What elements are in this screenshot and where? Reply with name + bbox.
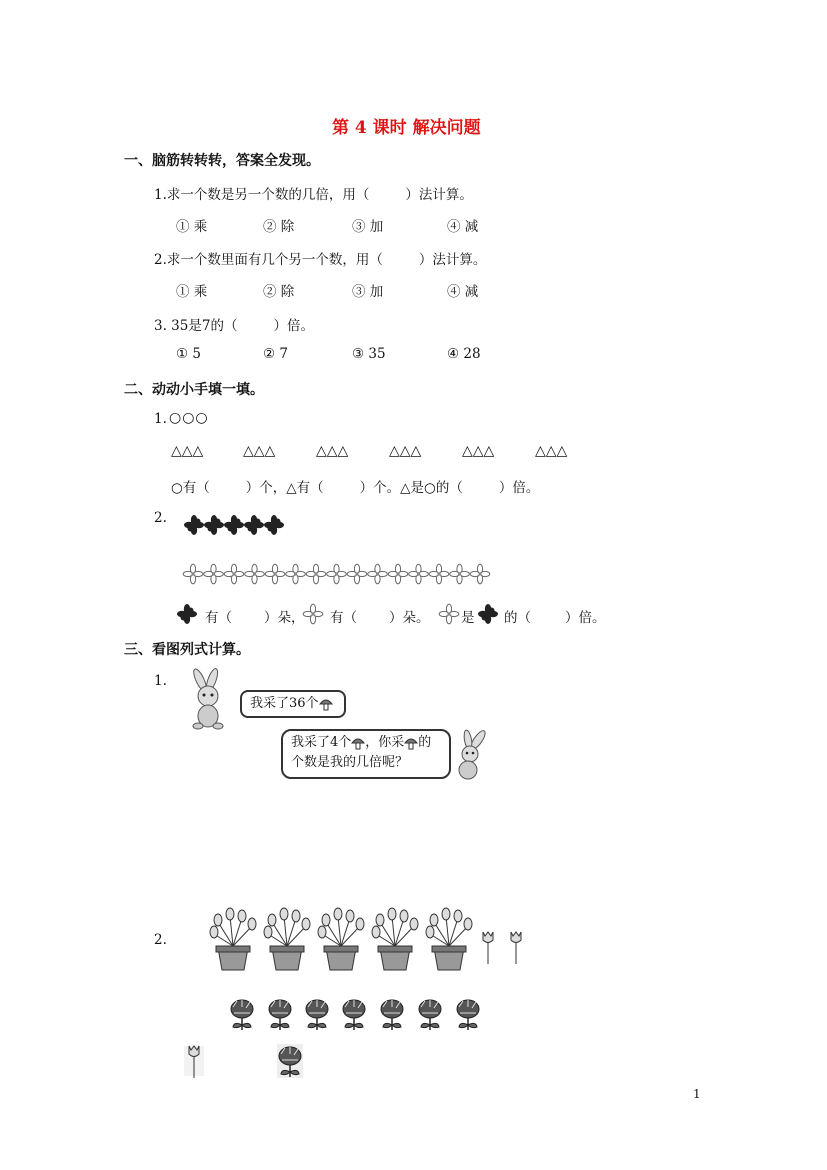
section-2-heading: 二、动动小手填一填。: [124, 382, 264, 398]
mushroom-icon: [319, 697, 333, 711]
speech-bubble-2: 我采了4个 ，你采 的 个数是我的几倍呢？: [281, 729, 451, 779]
option-3[interactable]: ③ 35: [352, 346, 386, 362]
s2-q2-shi: 是: [461, 610, 475, 626]
light-clover-icon: [224, 564, 244, 584]
flower-pot-icon: [426, 908, 472, 970]
option-4[interactable]: ④ 减: [447, 219, 479, 235]
option-1[interactable]: ① 5: [176, 346, 201, 362]
light-clover-icon: [409, 564, 429, 584]
triangle-group: △△△: [389, 443, 422, 459]
tulip-icon: [511, 932, 521, 964]
triangle-group: △△△: [316, 443, 349, 459]
s2-q2-part3: 的（ ）倍。: [504, 610, 606, 626]
option-4[interactable]: ④ 减: [447, 284, 479, 300]
mushroom-icon: [404, 736, 418, 750]
light-clover-icon: [450, 564, 470, 584]
dark-clover-icon: [176, 603, 198, 625]
option-3[interactable]: ③ 加: [352, 219, 384, 235]
page-title: 第 4 课时 解决问题: [332, 118, 481, 138]
rabbit-illustration: [186, 668, 234, 730]
s2-q2-part1: 有（ ）朵，: [205, 610, 305, 626]
light-clover-icon: [286, 564, 306, 584]
s2-q2-part2: 有（ ）朵。: [330, 610, 430, 626]
s1-question-1: 1.求一个数是另一个数的几倍，用（ ）法计算。: [154, 187, 473, 203]
s3-question-1-num: 1.: [154, 673, 167, 689]
s1-question-3: 3. 35是7的（ ）倍。: [154, 318, 314, 334]
speech-bubble-1: 我采了36个: [240, 690, 346, 718]
dark-clover-row: [183, 514, 287, 536]
s2-question-1-line: ○有（ ）个，△有（ ）个。△是○的（ ）倍。: [171, 480, 540, 496]
dark-clover-icon: [477, 603, 499, 625]
s3-question-2-num: 2.: [154, 932, 167, 948]
mushroom-icon: [351, 736, 365, 750]
flower-pot-icon: [264, 908, 310, 970]
tulip-icon: [184, 1046, 204, 1076]
light-clover-row: [182, 562, 490, 586]
light-clover-icon: [327, 564, 347, 584]
option-2[interactable]: ② 7: [263, 346, 288, 362]
light-clover-icon: [470, 564, 490, 584]
flower-pots-illustration: [208, 906, 533, 974]
dark-clover-icon: [244, 515, 264, 535]
option-2[interactable]: ② 除: [263, 284, 295, 300]
s1-question-2: 2.求一个数里面有几个另一个数，用（ ）法计算。: [154, 252, 487, 268]
dark-clover-icon: [204, 515, 224, 535]
light-clover-icon: [302, 603, 324, 625]
option-2[interactable]: ② 除: [263, 219, 295, 235]
triangle-group: △△△: [243, 443, 276, 459]
light-clover-icon: [306, 564, 326, 584]
chrysanthemum-icon: [277, 1044, 303, 1078]
light-clover-icon: [429, 564, 449, 584]
s2-question-2-num: 2.: [154, 510, 167, 526]
page-number: 1: [693, 1087, 701, 1101]
flower-pot-icon: [318, 908, 364, 970]
chrysanthemum-row: [228, 996, 483, 1032]
dark-clover-icon: [224, 515, 244, 535]
rabbit-illustration: [448, 730, 492, 782]
dark-clover-icon: [264, 515, 284, 535]
flower-pot-icon: [372, 908, 418, 970]
option-1[interactable]: ① 乘: [176, 219, 208, 235]
light-clover-icon: [265, 564, 285, 584]
option-1[interactable]: ① 乘: [176, 284, 208, 300]
light-clover-icon: [438, 603, 460, 625]
triangle-group: △△△: [171, 443, 204, 459]
light-clover-icon: [388, 564, 408, 584]
s2-question-1-num: 1.: [154, 411, 167, 427]
circles-row: ○○○: [169, 410, 209, 426]
option-3[interactable]: ③ 加: [352, 284, 384, 300]
light-clover-icon: [245, 564, 265, 584]
flower-pot-icon: [210, 908, 256, 970]
light-clover-icon: [368, 564, 388, 584]
section-1-heading: 一、脑筋转转转，答案全发现。: [124, 153, 320, 169]
section-3-heading: 三、看图列式计算。: [124, 642, 250, 658]
light-clover-icon: [204, 564, 224, 584]
tulip-icon: [483, 932, 493, 964]
triangle-group: △△△: [462, 443, 495, 459]
triangle-group: △△△: [535, 443, 568, 459]
dark-clover-icon: [184, 515, 204, 535]
option-4[interactable]: ④ 28: [447, 346, 481, 362]
light-clover-icon: [183, 564, 203, 584]
light-clover-icon: [347, 564, 367, 584]
